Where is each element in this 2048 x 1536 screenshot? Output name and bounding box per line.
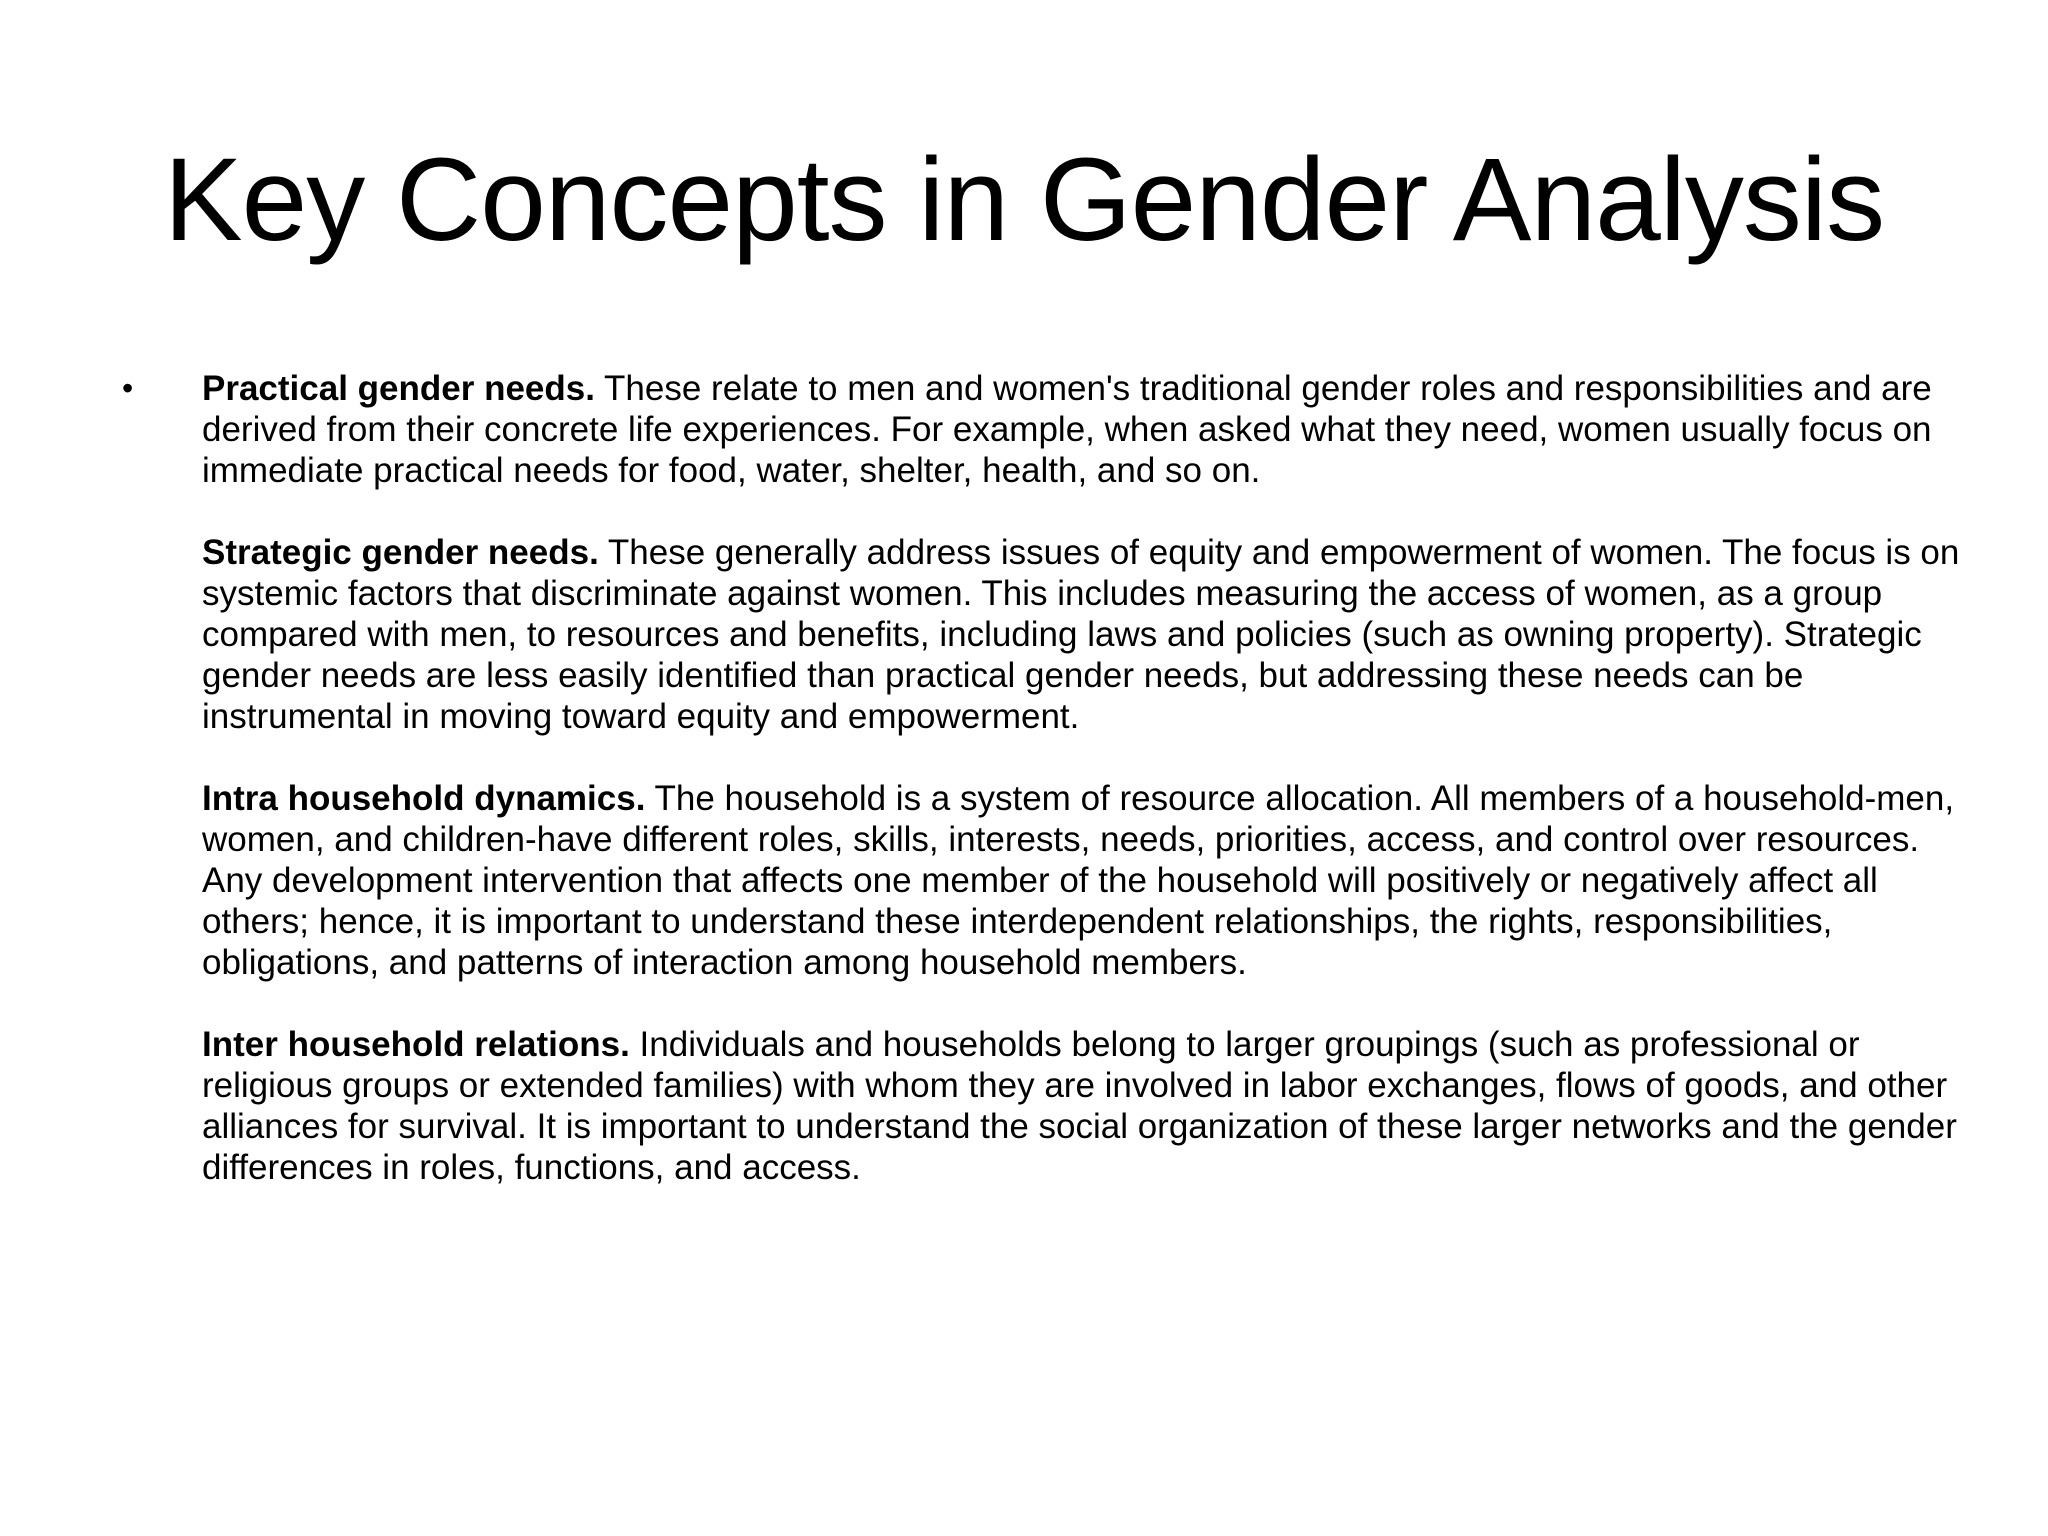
concept-term: Strategic gender needs.	[202, 533, 599, 572]
concept-term: Inter household relations.	[202, 1025, 630, 1064]
concept-description: These relate to men and women's traditional gender roles and responsibilities and are derived from their concrete life experiences. For example, when asked what they need, women usually focus on immediate practical needs for food, water, shelter, health, and so on.	[202, 369, 1932, 490]
concept-inter-household-relations	[120, 1024, 1980, 1188]
slide-title: Key Concepts in Gender Analysis	[163, 134, 1885, 266]
concept-description: Individuals and households belong to larger groupings (such as professional or religious groups or extended families) with whom they are involved in labor exchanges, flows of goods, and other alliances for survival. It is important to understand the social organization of these larger networks and the gender differences in roles, functions, and access.	[202, 1025, 1957, 1187]
bullet-icon: •	[122, 370, 134, 406]
concept-intra-household-dynamics	[120, 778, 1980, 983]
concept-term: Practical gender needs.	[202, 369, 595, 408]
slide-content	[120, 368, 1960, 1229]
concept-description: These generally address issues of equity and empowerment of women. The focus is on systemic factors that discriminate against women. This includes measuring the access of women, as a group compared with men, to resources and benefits, including laws and policies (such as owning property). Strategic gender needs are less easily identified than practical gender needs, but addressing these needs can be instrumental in moving toward equity and empowerment.	[202, 533, 1960, 736]
concept-strategic-gender-needs	[120, 532, 1980, 737]
concept-description: The household is a system of resource allocation. All members of a household-men, women, and children-have different roles, skills, interests, needs, priorities, access, and control over resources. Any development intervention that affects one member of the household will positively or negatively affect all others; hence, it is important to understand these interdependent relationships, the rights, responsibilities, obligations, and patterns of interaction among household members.	[202, 779, 1955, 982]
concept-practical-gender-needs	[120, 368, 1980, 491]
concept-term: Intra household dynamics.	[202, 779, 646, 818]
